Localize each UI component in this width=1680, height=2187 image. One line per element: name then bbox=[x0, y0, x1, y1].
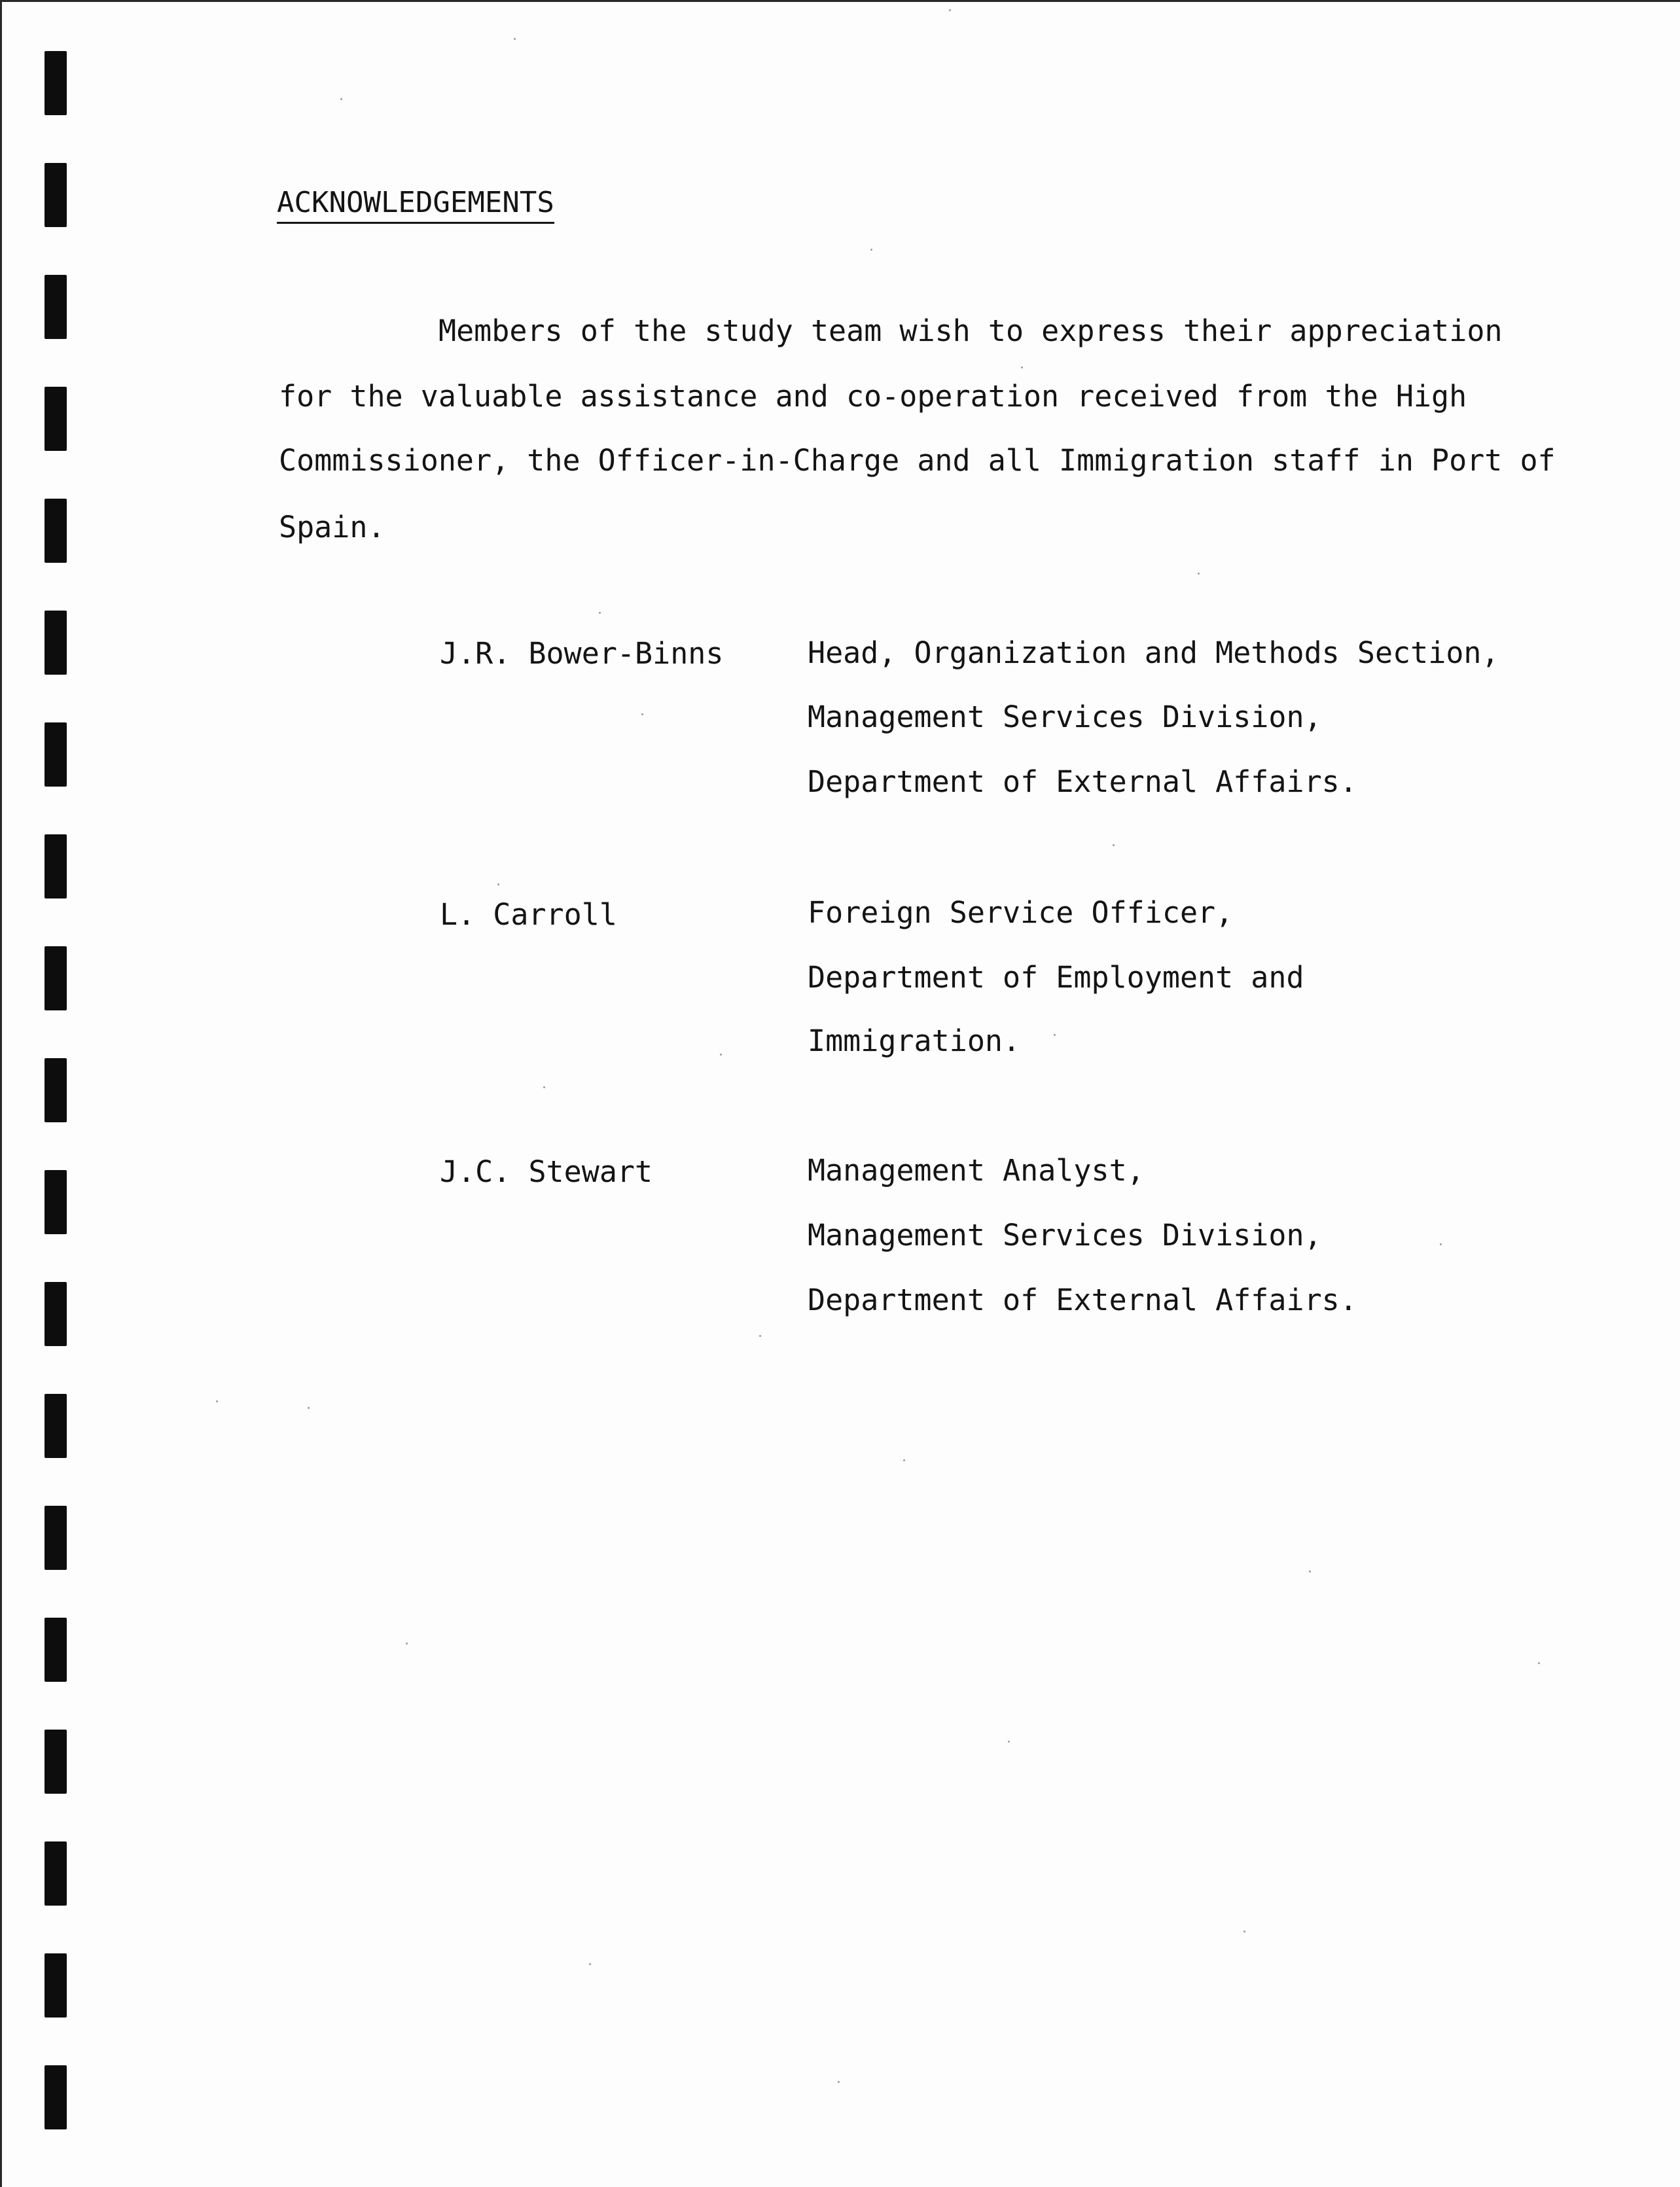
binding-hole bbox=[45, 1730, 67, 1794]
scan-speck bbox=[720, 1054, 722, 1056]
team-member-name-2: L. Carroll bbox=[440, 897, 617, 932]
binding-hole bbox=[45, 499, 67, 563]
scan-speck bbox=[308, 1407, 310, 1409]
scan-speck bbox=[216, 1400, 218, 1402]
scan-speck bbox=[340, 98, 342, 100]
scan-speck bbox=[497, 883, 499, 885]
scan-speck bbox=[543, 1086, 545, 1088]
team-member-1-role-line-2: Management Services Division, bbox=[808, 700, 1322, 734]
team-member-2-role-line-1: Foreign Service Officer, bbox=[808, 895, 1234, 930]
scan-speck bbox=[1054, 1034, 1056, 1036]
binding-hole bbox=[45, 51, 67, 115]
scan-speck bbox=[759, 1335, 761, 1337]
binding-hole bbox=[45, 163, 67, 227]
binding-hole bbox=[45, 722, 67, 787]
binding-hole bbox=[45, 2065, 67, 2129]
paragraph-line-1: Members of the study team wish to express their appreciation bbox=[438, 313, 1503, 348]
binding-hole bbox=[45, 1282, 67, 1346]
scan-speck bbox=[1243, 1930, 1245, 1932]
binding-hole bbox=[45, 1058, 67, 1122]
binding-hole bbox=[45, 1953, 67, 2018]
scan-speck bbox=[1309, 1571, 1311, 1573]
scan-speck bbox=[1021, 366, 1023, 368]
scan-speck bbox=[599, 612, 601, 614]
team-member-3-role-line-2: Management Services Division, bbox=[808, 1218, 1322, 1253]
scan-speck bbox=[949, 9, 951, 11]
scan-speck bbox=[406, 1643, 408, 1645]
scan-speck bbox=[1538, 1662, 1540, 1664]
binding-hole bbox=[45, 387, 67, 451]
scan-speck bbox=[1198, 573, 1200, 575]
scan-speck bbox=[1440, 1243, 1442, 1245]
binding-hole bbox=[45, 1841, 67, 1906]
team-member-3-role-line-1: Management Analyst, bbox=[808, 1153, 1145, 1188]
paragraph-line-3: Commissioner, the Officer-in-Charge and all Immigration staff in Port of bbox=[279, 443, 1556, 478]
binding-hole bbox=[45, 1618, 67, 1682]
team-member-1-role-line-1: Head, Organization and Methods Section, bbox=[808, 635, 1499, 670]
binding-hole bbox=[45, 275, 67, 339]
team-member-name-1: J.R. Bower-Binns bbox=[440, 636, 724, 671]
scan-border-left bbox=[0, 0, 2, 2187]
binding-hole bbox=[45, 1170, 67, 1234]
team-member-1-role-line-3: Department of External Affairs. bbox=[808, 764, 1357, 799]
team-member-name-3: J.C. Stewart bbox=[440, 1154, 653, 1189]
team-member-3-role-line-3: Department of External Affairs. bbox=[808, 1283, 1357, 1317]
scan-speck bbox=[870, 249, 872, 251]
paragraph-line-4: Spain. bbox=[279, 510, 385, 544]
team-member-2-role-line-3: Immigration. bbox=[808, 1023, 1021, 1058]
scan-speck bbox=[1008, 1741, 1010, 1743]
binding-hole bbox=[45, 611, 67, 675]
scan-speck bbox=[903, 1459, 905, 1461]
team-member-2-role-line-2: Department of Employment and bbox=[808, 960, 1304, 995]
scan-speck bbox=[641, 713, 643, 715]
scan-speck bbox=[838, 2081, 840, 2083]
binding-hole bbox=[45, 1506, 67, 1570]
scan-border-top bbox=[0, 0, 1680, 2]
paragraph-line-2: for the valuable assistance and co-operation received from the High bbox=[279, 379, 1467, 414]
binding-hole bbox=[45, 1394, 67, 1458]
binding-hole bbox=[45, 834, 67, 898]
scan-speck bbox=[1113, 844, 1115, 846]
page-heading: ACKNOWLEDGEMENTS bbox=[277, 185, 554, 224]
scan-speck bbox=[514, 38, 516, 40]
binding-hole bbox=[45, 946, 67, 1010]
scan-speck bbox=[589, 1963, 591, 1965]
